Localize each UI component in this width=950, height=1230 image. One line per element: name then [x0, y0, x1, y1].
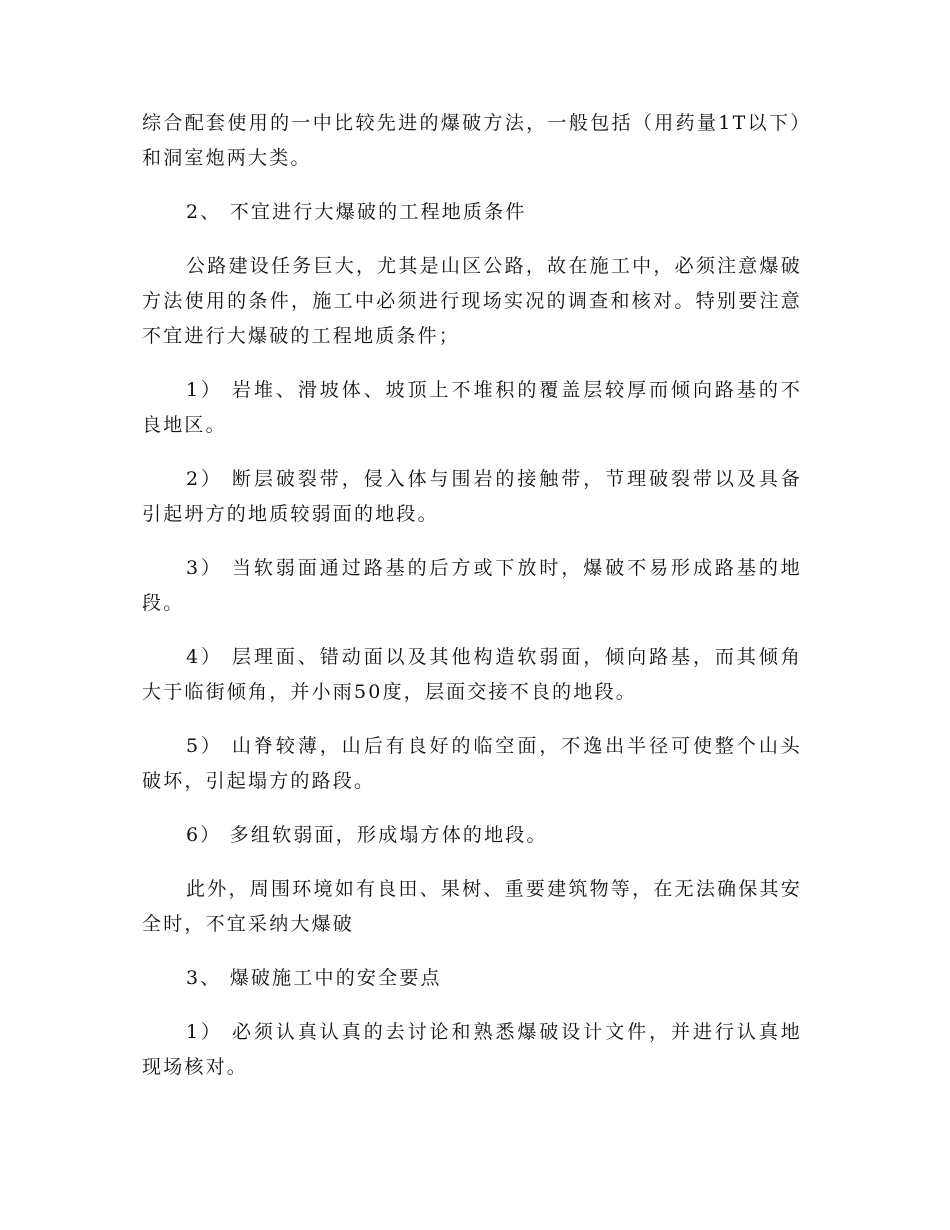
list-item-3: 3） 当软弱面通过路基的后方或下放时，爆破不易形成路基的地段。 [142, 557, 802, 614]
list-item-safety-1: 1） 必须认真认真的去讨论和熟悉爆破设计文件，并进行认真地现场核对。 [142, 1021, 802, 1078]
list-item-5: 5） 山脊较薄，山后有良好的临空面，不逸出半径可使整个山头破坏，引起塌方的路段。 [142, 735, 802, 792]
body-paragraph: 公路建设任务巨大，尤其是山区公路，故在施工中，必须注意爆破方法使用的条件，施工中必须进行现场实况的调查和核对。特别要注意不宜进行大爆破的工程地质条件； [142, 255, 802, 347]
body-paragraph-note: 此外，周围环境如有良田、果树、重要建筑物等，在无法确保其安全时，不宜采纳大爆破 [142, 878, 802, 935]
document-page [142, 106, 802, 1104]
list-item-4: 4） 层理面、错动面以及其他构造软弱面，倾向路基，而其倾角大于临街倾角，并小雨50度，层面交接不良的地段。 [142, 646, 802, 703]
continuation-paragraph: 综合配套使用的一中比较先进的爆破方法，一般包括（用药量1T以下）和洞室炮两大类。 [142, 112, 802, 169]
section-heading-2: 2、 不宜进行大爆破的工程地质条件 [186, 201, 527, 223]
list-item-2: 2） 断层破裂带，侵入体与围岩的接触带，节理破裂带以及具备引起坍方的地质较弱面的地段。 [142, 468, 802, 525]
list-item-6: 6） 多组软弱面，形成塌方体的地段。 [186, 824, 548, 846]
section-heading-3: 3、 爆破施工中的安全要点 [186, 967, 442, 989]
list-item-1: 1） 岩堆、滑坡体、坡顶上不堆积的覆盖层较厚而倾向路基的不良地区。 [142, 379, 802, 436]
